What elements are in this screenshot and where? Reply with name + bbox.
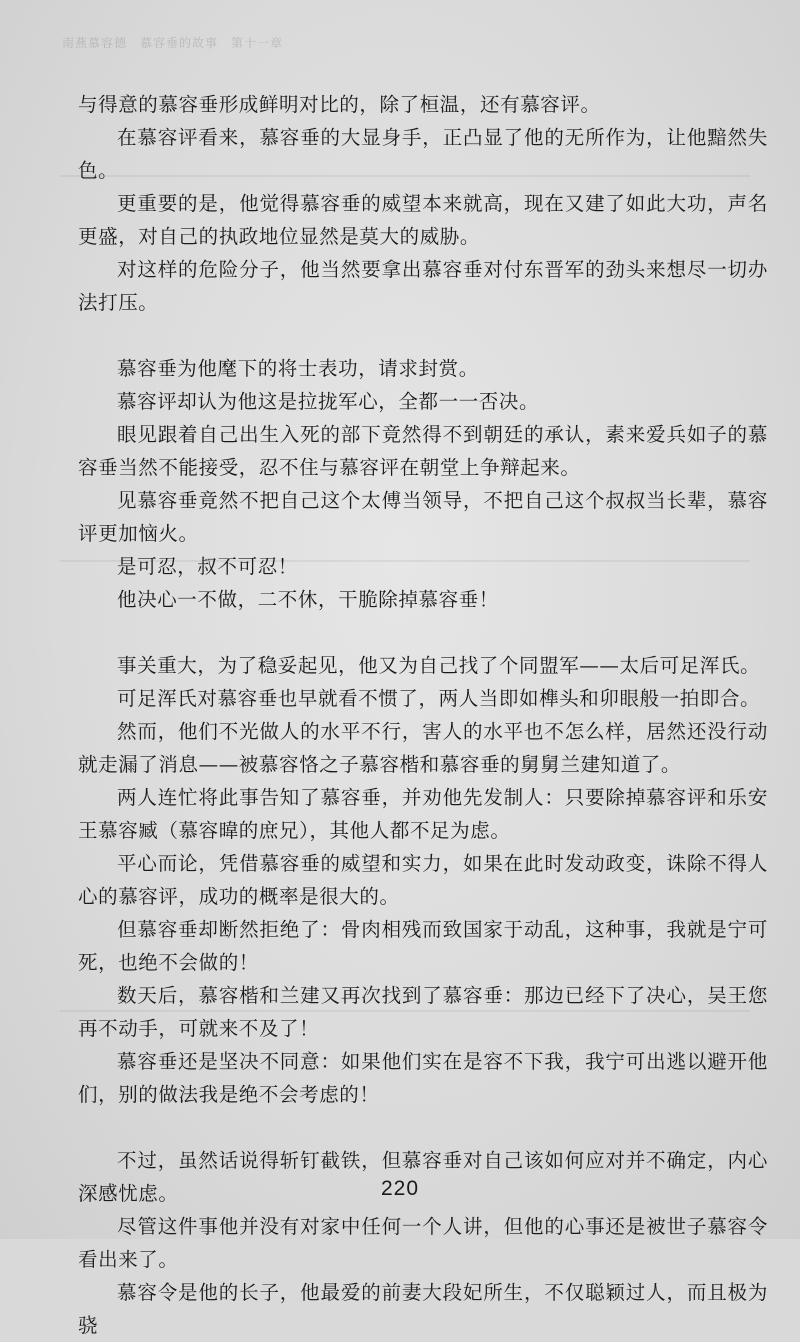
paragraph: 眼见跟着自己出生入死的部下竟然得不到朝廷的承认，素来爱兵如子的慕容垂当然不能接受，忍不住与慕容评在朝堂上争辩起来。 (78, 423, 768, 479)
paragraph: 是可忍，叔不可忍！ (117, 555, 298, 578)
section-gap (78, 1111, 768, 1144)
paragraph: 慕容垂为他麾下的将士表功，请求封赏。 (117, 357, 479, 380)
paragraph: 不过，虽然话说得斩钉截铁，但慕容垂对自己该如何应对并不确定，内心深感忧虑。 (78, 1149, 768, 1205)
body-text (78, 88, 768, 1342)
paragraph: 尽管这件事他并没有对家中任何一个人讲，但他的心事还是被世子慕容令看出来了。 (78, 1215, 768, 1271)
paragraph: 两人连忙将此事告知了慕容垂，并劝他先发制人：只要除掉慕容评和乐安王慕容臧（慕容暐的庶兄），其他人都不足为虑。 (78, 786, 768, 842)
section-gap (78, 616, 768, 649)
paragraph: 对这样的危险分子，他当然要拿出慕容垂对付东晋军的劲头来想尽一切办法打压。 (78, 258, 768, 314)
page-number: 220 (380, 1177, 420, 1200)
paragraph: 然而，他们不光做人的水平不行，害人的水平也不怎么样，居然还没行动就走漏了消息——被慕容恪之子慕容楷和慕容垂的舅舅兰建知道了。 (78, 720, 768, 776)
paragraph: 慕容评却认为他这是拉拢军心，全都一一否决。 (117, 390, 540, 413)
paragraph: 可足浑氏对慕容垂也早就看不惯了，两人当即如榫头和卯眼般一拍即合。 (117, 687, 761, 710)
section-gap (78, 319, 768, 352)
paragraph: 慕容令是他的长子，他最爱的前妻大段妃所生，不仅聪颖过人，而且极为骁 (78, 1281, 768, 1337)
paragraph: 见慕容垂竟然不把自己这个太傅当领导，不把自己这个叔叔当长辈，慕容评更加恼火。 (78, 489, 768, 545)
running-head: 南燕慕容德 慕容垂的故事 第十一章 (62, 36, 284, 50)
paragraph: 在慕容评看来，慕容垂的大显身手，正凸显了他的无所作为，让他黯然失色。 (78, 126, 768, 182)
paragraph: 但慕容垂却断然拒绝了：骨肉相残而致国家于动乱，这种事，我就是宁可死，也绝不会做的！ (78, 918, 768, 974)
paragraph: 他决心一不做，二不休，干脆除掉慕容垂！ (117, 588, 499, 611)
paragraph: 慕容垂还是坚决不同意：如果他们实在是容不下我，我宁可出逃以避开他们，别的做法我是绝不会考虑的！ (78, 1050, 768, 1106)
paragraph: 事关重大，为了稳妥起见，他又为自己找了个同盟军——太后可足浑氏。 (117, 654, 761, 677)
paragraph: 数天后，慕容楷和兰建又再次找到了慕容垂：那边已经下了决心，吴王您再不动手，可就来不及了！ (78, 984, 768, 1040)
paragraph: 更重要的是，他觉得慕容垂的威望本来就高，现在又建了如此大功，声名更盛，对自己的执政地位显然是莫大的威胁。 (78, 192, 768, 248)
paragraph: 与得意的慕容垂形成鲜明对比的，除了桓温，还有慕容评。 (78, 93, 601, 116)
paragraph: 平心而论，凭借慕容垂的威望和实力，如果在此时发动政变，诛除不得人心的慕容评，成功的概率是很大的。 (78, 852, 768, 908)
